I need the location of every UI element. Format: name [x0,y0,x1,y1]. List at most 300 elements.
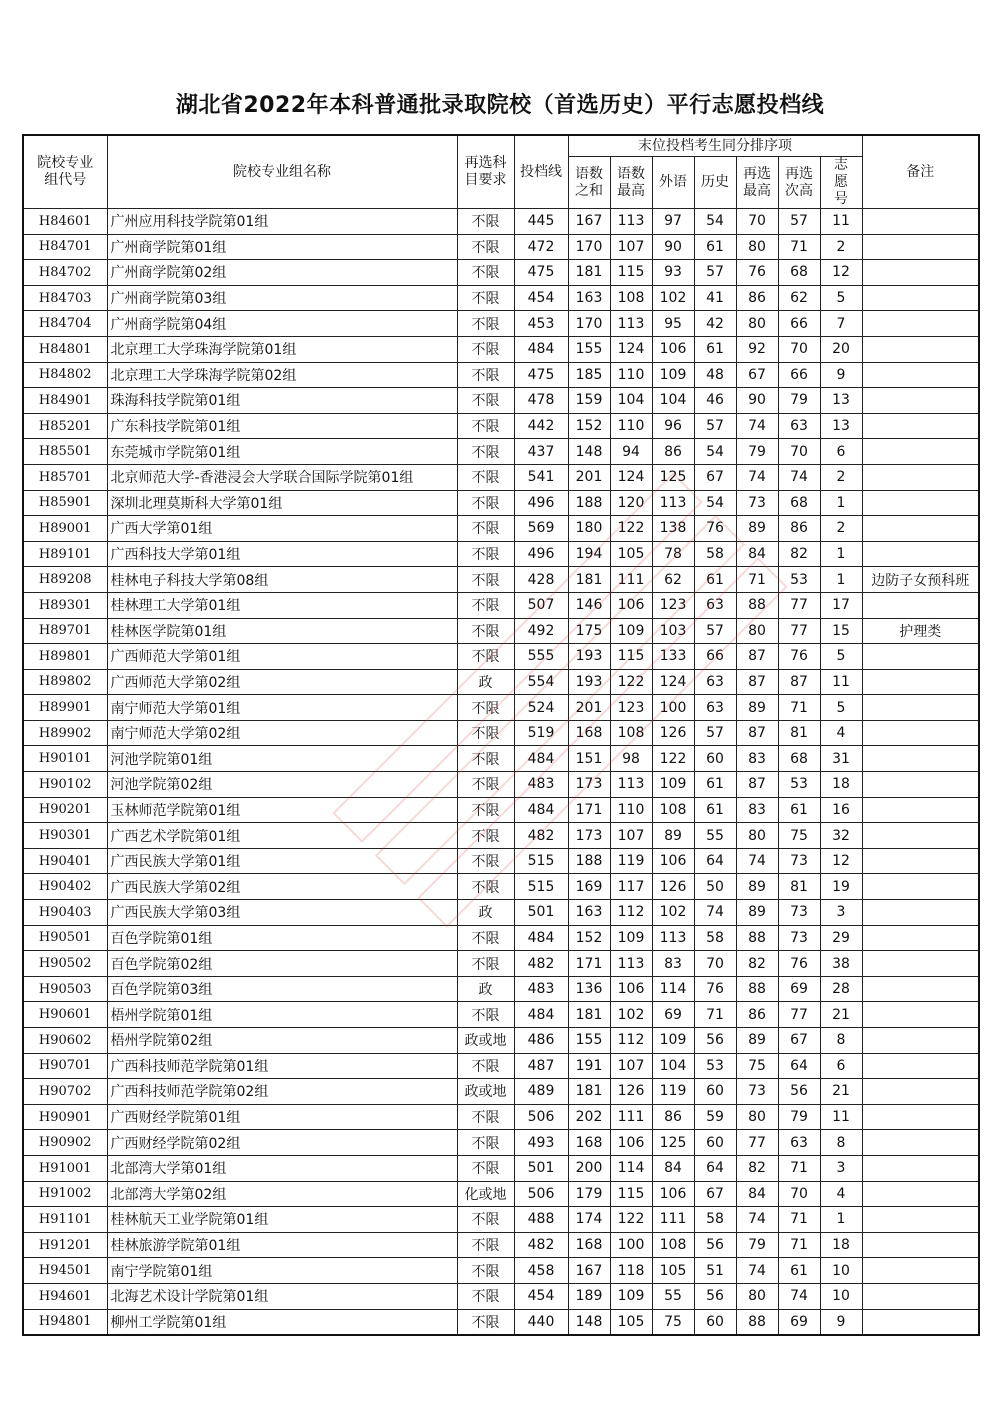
cell-yushu-max: 115 [610,260,652,286]
cell-elective-max: 88 [736,1309,778,1335]
cell-yushu-max: 112 [610,900,652,926]
table-row [23,285,979,311]
cell-score: 487 [514,1053,568,1079]
cell-name: 柳州工学院第01组 [107,1309,457,1335]
cell-name: 广西师范大学第02组 [107,669,457,695]
cell-foreign-language: 93 [652,260,694,286]
cell-note [862,1079,979,1105]
cell-elective-max: 89 [736,516,778,542]
cell-preference-no: 1 [820,541,862,567]
cell-yushu-sum: 152 [568,413,610,439]
cell-foreign-language: 124 [652,669,694,695]
cell-requirement: 不限 [457,1309,514,1335]
cell-foreign-language: 90 [652,234,694,260]
cell-yushu-max: 126 [610,1079,652,1105]
header-tiebreak-group: 末位投档考生同分排序项 [568,135,862,157]
cell-history: 58 [694,1207,736,1233]
cell-elective-max: 76 [736,260,778,286]
cell-score: 506 [514,1181,568,1207]
cell-code: H89802 [23,669,107,695]
cell-score: 493 [514,1130,568,1156]
cell-score: 482 [514,1232,568,1258]
cell-yushu-sum: 159 [568,388,610,414]
cell-score: 475 [514,362,568,388]
cell-name: 南宁师范大学第02组 [107,720,457,746]
cell-elective-max: 74 [736,413,778,439]
cell-score: 484 [514,1002,568,1028]
cell-history: 63 [694,592,736,618]
cell-yushu-sum: 193 [568,669,610,695]
cell-history: 56 [694,1028,736,1054]
table-row [23,1079,979,1105]
cell-foreign-language: 105 [652,1258,694,1284]
table-row [23,439,979,465]
cell-elective-second: 53 [778,567,820,593]
cell-elective-second: 71 [778,234,820,260]
cell-elective-second: 79 [778,1104,820,1130]
cell-elective-second: 61 [778,797,820,823]
cell-yushu-sum: 155 [568,336,610,362]
header-note: 备注 [862,135,979,209]
cell-yushu-sum: 148 [568,1309,610,1335]
cell-note [862,746,979,772]
cell-foreign-language: 114 [652,976,694,1002]
cell-yushu-max: 115 [610,1181,652,1207]
cell-elective-max: 90 [736,388,778,414]
cell-elective-max: 74 [736,464,778,490]
cell-elective-second: 66 [778,362,820,388]
cell-note [862,1283,979,1309]
cell-requirement: 不限 [457,797,514,823]
cell-elective-second: 71 [778,1232,820,1258]
cell-yushu-max: 106 [610,1130,652,1156]
cell-elective-max: 86 [736,285,778,311]
cell-history: 66 [694,644,736,670]
cell-preference-no: 31 [820,746,862,772]
cell-name: 桂林旅游学院第01组 [107,1232,457,1258]
cell-elective-second: 53 [778,772,820,798]
cell-yushu-max: 122 [610,1207,652,1233]
cell-yushu-sum: 200 [568,1155,610,1181]
table-row [23,848,979,874]
cell-requirement: 政 [457,900,514,926]
cell-code: H90401 [23,848,107,874]
table-row [23,413,979,439]
table-row [23,1181,979,1207]
cell-code: H94501 [23,1258,107,1284]
cell-history: 53 [694,1053,736,1079]
cell-elective-max: 70 [736,209,778,235]
cell-elective-max: 89 [736,874,778,900]
cell-score: 440 [514,1309,568,1335]
cell-preference-no: 21 [820,1002,862,1028]
cell-elective-max: 83 [736,797,778,823]
cell-preference-no: 10 [820,1283,862,1309]
cell-foreign-language: 106 [652,336,694,362]
cell-requirement: 不限 [457,413,514,439]
cell-yushu-max: 114 [610,1155,652,1181]
cell-yushu-sum: 201 [568,464,610,490]
cell-elective-second: 69 [778,1309,820,1335]
table-row [23,1053,979,1079]
cell-yushu-max: 107 [610,823,652,849]
cell-requirement: 不限 [457,618,514,644]
cell-foreign-language: 75 [652,1309,694,1335]
cell-preference-no: 9 [820,362,862,388]
cell-score: 484 [514,336,568,362]
cell-history: 67 [694,464,736,490]
header-elective-second: 再选次高 [778,157,820,209]
table-row [23,746,979,772]
cell-elective-second: 67 [778,1028,820,1054]
cell-score: 496 [514,490,568,516]
cell-foreign-language: 83 [652,951,694,977]
cell-elective-second: 81 [778,720,820,746]
cell-note [862,209,979,235]
cell-elective-max: 82 [736,1155,778,1181]
cell-yushu-max: 110 [610,797,652,823]
cell-code: H90402 [23,874,107,900]
cell-name: 北京师范大学-香港浸会大学联合国际学院第01组 [107,464,457,490]
cell-foreign-language: 89 [652,823,694,849]
cell-score: 475 [514,260,568,286]
cell-elective-second: 66 [778,311,820,337]
cell-history: 76 [694,976,736,1002]
cell-note [862,1232,979,1258]
cell-yushu-max: 115 [610,644,652,670]
cell-preference-no: 20 [820,336,862,362]
table-row [23,464,979,490]
cell-yushu-max: 108 [610,720,652,746]
cell-note [862,848,979,874]
table-row [23,618,979,644]
cell-foreign-language: 109 [652,362,694,388]
cell-score: 437 [514,439,568,465]
table-body [23,209,979,1336]
cell-note [862,1130,979,1156]
table-row [23,1155,979,1181]
cell-elective-second: 74 [778,1283,820,1309]
cell-elective-max: 88 [736,925,778,951]
cell-foreign-language: 106 [652,848,694,874]
cell-yushu-sum: 175 [568,618,610,644]
cell-yushu-max: 118 [610,1258,652,1284]
cell-history: 55 [694,823,736,849]
cell-note [862,823,979,849]
cell-elective-second: 75 [778,823,820,849]
cell-note: 护理类 [862,618,979,644]
header-code: 院校专业组代号 [23,135,107,209]
cell-code: H89301 [23,592,107,618]
cell-requirement: 不限 [457,746,514,772]
table-row [23,1028,979,1054]
cell-note [862,1181,979,1207]
cell-history: 57 [694,618,736,644]
cell-foreign-language: 126 [652,720,694,746]
cell-note [862,1258,979,1284]
cell-name: 广东科技学院第01组 [107,413,457,439]
cell-score: 483 [514,976,568,1002]
cell-yushu-sum: 148 [568,439,610,465]
cell-note [862,439,979,465]
cell-elective-max: 80 [736,823,778,849]
table-row [23,336,979,362]
cell-requirement: 不限 [457,464,514,490]
table-row [23,1104,979,1130]
table-row [23,209,979,235]
cell-foreign-language: 106 [652,1181,694,1207]
cell-elective-max: 80 [736,1104,778,1130]
cell-note [862,388,979,414]
cell-elective-second: 76 [778,644,820,670]
cell-yushu-max: 120 [610,490,652,516]
table-row [23,951,979,977]
cell-yushu-sum: 170 [568,234,610,260]
cell-yushu-max: 102 [610,1002,652,1028]
cell-elective-max: 89 [736,1028,778,1054]
cell-preference-no: 21 [820,1079,862,1105]
cell-yushu-sum: 181 [568,1079,610,1105]
cell-preference-no: 19 [820,874,862,900]
cell-foreign-language: 122 [652,746,694,772]
cell-elective-max: 87 [736,644,778,670]
cell-requirement: 不限 [457,848,514,874]
cell-foreign-language: 62 [652,567,694,593]
cell-preference-no: 1 [820,1207,862,1233]
cell-history: 63 [694,669,736,695]
cell-yushu-max: 110 [610,362,652,388]
cell-yushu-max: 113 [610,951,652,977]
cell-note: 边防子女预科班 [862,567,979,593]
cell-yushu-sum: 171 [568,951,610,977]
cell-yushu-sum: 179 [568,1181,610,1207]
cell-history: 67 [694,1181,736,1207]
cell-score: 488 [514,1207,568,1233]
cell-yushu-max: 108 [610,285,652,311]
cell-score: 428 [514,567,568,593]
table-row [23,925,979,951]
cell-yushu-max: 100 [610,1232,652,1258]
table-row [23,644,979,670]
cell-yushu-max: 119 [610,848,652,874]
cell-elective-second: 70 [778,439,820,465]
cell-code: H85701 [23,464,107,490]
cell-elective-second: 64 [778,1053,820,1079]
cell-yushu-sum: 173 [568,823,610,849]
cell-history: 48 [694,362,736,388]
cell-name: 北海艺术设计学院第01组 [107,1283,457,1309]
cell-preference-no: 38 [820,951,862,977]
cell-yushu-sum: 167 [568,1258,610,1284]
cell-elective-max: 73 [736,1079,778,1105]
cell-code: H90101 [23,746,107,772]
cell-code: H91201 [23,1232,107,1258]
cell-yushu-sum: 180 [568,516,610,542]
cell-name: 广西财经学院第01组 [107,1104,457,1130]
cell-code: H94601 [23,1283,107,1309]
table-row [23,490,979,516]
cell-elective-second: 77 [778,592,820,618]
cell-yushu-sum: 201 [568,695,610,721]
cell-name: 广州商学院第04组 [107,311,457,337]
cell-elective-max: 88 [736,592,778,618]
cell-history: 61 [694,234,736,260]
cell-preference-no: 18 [820,772,862,798]
cell-name: 梧州学院第01组 [107,1002,457,1028]
cell-requirement: 不限 [457,209,514,235]
cell-history: 58 [694,925,736,951]
cell-preference-no: 11 [820,1104,862,1130]
admission-score-table [22,134,980,1336]
cell-yushu-sum: 202 [568,1104,610,1130]
cell-name: 东莞城市学院第01组 [107,439,457,465]
cell-elective-second: 77 [778,618,820,644]
cell-score: 483 [514,772,568,798]
cell-requirement: 政或地 [457,1079,514,1105]
cell-preference-no: 6 [820,439,862,465]
cell-requirement: 不限 [457,362,514,388]
cell-preference-no: 17 [820,592,862,618]
cell-requirement: 不限 [457,567,514,593]
cell-code: H84702 [23,260,107,286]
cell-preference-no: 6 [820,1053,862,1079]
cell-yushu-sum: 155 [568,1028,610,1054]
cell-requirement: 不限 [457,951,514,977]
cell-yushu-max: 117 [610,874,652,900]
cell-history: 59 [694,1104,736,1130]
cell-note [862,874,979,900]
cell-yushu-sum: 181 [568,1002,610,1028]
cell-score: 453 [514,311,568,337]
cell-history: 58 [694,541,736,567]
table-row [23,874,979,900]
cell-yushu-sum: 174 [568,1207,610,1233]
cell-history: 64 [694,1155,736,1181]
cell-name: 广州商学院第01组 [107,234,457,260]
cell-score: 554 [514,669,568,695]
cell-yushu-sum: 151 [568,746,610,772]
cell-history: 63 [694,695,736,721]
cell-score: 506 [514,1104,568,1130]
cell-yushu-sum: 194 [568,541,610,567]
cell-score: 484 [514,797,568,823]
cell-history: 74 [694,900,736,926]
cell-note [862,797,979,823]
cell-name: 桂林医学院第01组 [107,618,457,644]
cell-code: H89902 [23,720,107,746]
cell-name: 北部湾大学第02组 [107,1181,457,1207]
header-yushu-sum: 语数之和 [568,157,610,209]
cell-code: H90403 [23,900,107,926]
cell-foreign-language: 69 [652,1002,694,1028]
cell-elective-max: 89 [736,695,778,721]
cell-score: 454 [514,285,568,311]
cell-score: 478 [514,388,568,414]
cell-code: H90701 [23,1053,107,1079]
cell-name: 桂林电子科技大学第08组 [107,567,457,593]
cell-foreign-language: 133 [652,644,694,670]
cell-yushu-sum: 163 [568,900,610,926]
table-row [23,772,979,798]
cell-yushu-max: 113 [610,311,652,337]
cell-yushu-max: 113 [610,209,652,235]
table-row [23,900,979,926]
table-row [23,1232,979,1258]
cell-yushu-sum: 136 [568,976,610,1002]
cell-elective-max: 88 [736,976,778,1002]
cell-preference-no: 4 [820,1181,862,1207]
cell-foreign-language: 113 [652,925,694,951]
cell-requirement: 政或地 [457,1028,514,1054]
cell-note [862,976,979,1002]
cell-code: H90902 [23,1130,107,1156]
cell-code: H90501 [23,925,107,951]
cell-elective-max: 84 [736,1181,778,1207]
cell-score: 442 [514,413,568,439]
cell-name: 广西大学第01组 [107,516,457,542]
cell-elective-second: 82 [778,541,820,567]
cell-code: H91001 [23,1155,107,1181]
cell-requirement: 化或地 [457,1181,514,1207]
cell-note [862,413,979,439]
cell-preference-no: 2 [820,464,862,490]
cell-yushu-sum: 168 [568,720,610,746]
cell-name: 广西民族大学第01组 [107,848,457,874]
cell-history: 46 [694,388,736,414]
cell-elective-max: 74 [736,1258,778,1284]
cell-requirement: 不限 [457,823,514,849]
cell-code: H90502 [23,951,107,977]
cell-name: 广西科技大学第01组 [107,541,457,567]
cell-history: 54 [694,490,736,516]
cell-preference-no: 10 [820,1258,862,1284]
table-row [23,541,979,567]
cell-score: 484 [514,746,568,772]
cell-requirement: 不限 [457,592,514,618]
cell-elective-max: 87 [736,772,778,798]
cell-history: 41 [694,285,736,311]
cell-foreign-language: 86 [652,439,694,465]
cell-foreign-language: 78 [652,541,694,567]
cell-foreign-language: 103 [652,618,694,644]
cell-note [862,900,979,926]
cell-foreign-language: 104 [652,1053,694,1079]
cell-preference-no: 2 [820,516,862,542]
cell-code: H90901 [23,1104,107,1130]
cell-yushu-sum: 170 [568,311,610,337]
cell-preference-no: 1 [820,567,862,593]
cell-yushu-sum: 152 [568,925,610,951]
cell-note [862,772,979,798]
cell-history: 57 [694,413,736,439]
cell-yushu-max: 110 [610,413,652,439]
cell-score: 472 [514,234,568,260]
cell-name: 广西艺术学院第01组 [107,823,457,849]
table-row [23,669,979,695]
cell-requirement: 不限 [457,1232,514,1258]
cell-code: H90201 [23,797,107,823]
cell-score: 555 [514,644,568,670]
header-score: 投档线 [514,135,568,209]
cell-requirement: 不限 [457,260,514,286]
cell-elective-second: 73 [778,925,820,951]
cell-note [862,362,979,388]
cell-note [862,669,979,695]
cell-note [862,1028,979,1054]
cell-yushu-max: 106 [610,976,652,1002]
table-row [23,516,979,542]
cell-requirement: 不限 [457,439,514,465]
